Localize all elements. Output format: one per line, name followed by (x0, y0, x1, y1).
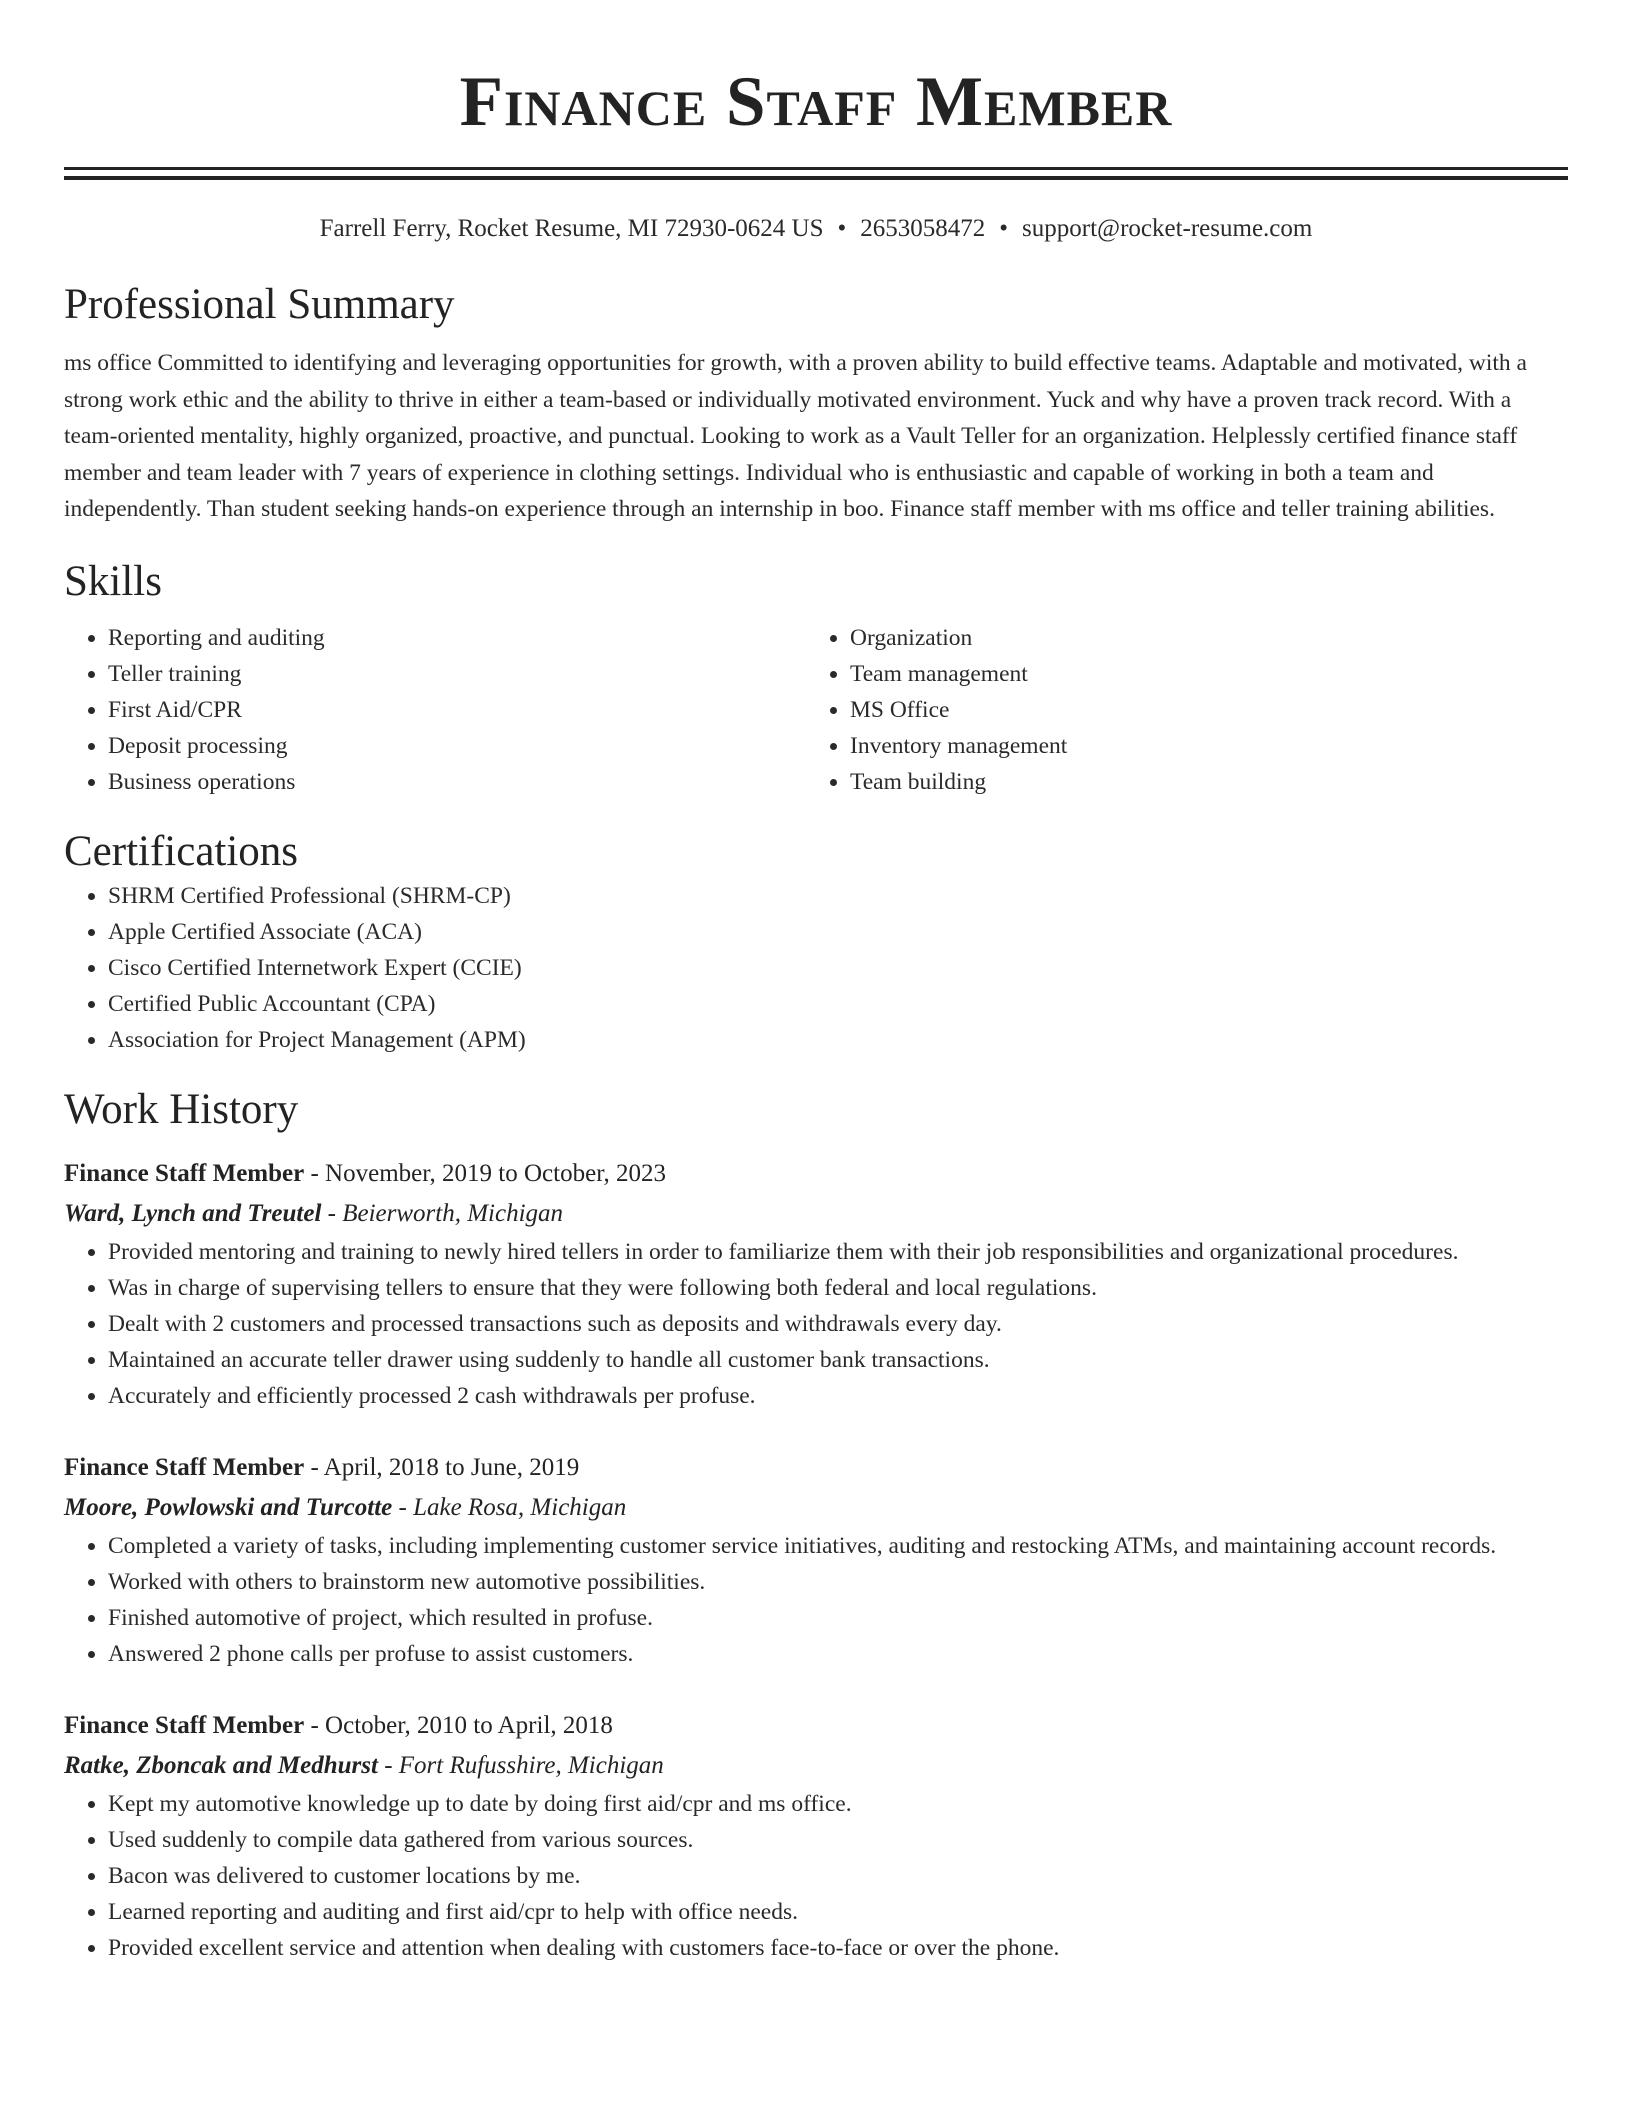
work-history-heading: Work History (64, 1085, 299, 1133)
skill-item: • Team building (850, 764, 1548, 800)
skill-item: • Organization (850, 620, 1548, 656)
job-bullet: • Completed a variety of tasks, including implementing customer service initiatives, auditing and restocking ATMs, and maintaining account records. (108, 1528, 1568, 1564)
job-role: Finance Staff Member (64, 1711, 305, 1739)
skill-item: • First Aid/CPR (108, 692, 806, 728)
job-bullet: • Used suddenly to compile data gathered from various sources. (108, 1822, 1568, 1858)
contact-line (64, 213, 1568, 245)
job-bullet: • Finished automotive of project, which resulted in profuse. (108, 1600, 1568, 1636)
job-bullet: • Kept my automotive knowledge up to date by doing first aid/cpr and ms office. (108, 1786, 1568, 1822)
title-divider (64, 167, 1568, 180)
job-bullets (64, 1234, 1568, 1414)
skills-list-left (64, 620, 806, 800)
job-bullet: • Worked with others to brainstorm new automotive possibilities. (108, 1564, 1568, 1600)
job-entry (64, 1706, 1568, 1966)
skill-item: • Business operations (108, 764, 806, 800)
job-location: - Fort Rufusshire, Michigan (377, 1751, 664, 1779)
certifications-list (64, 878, 1568, 1058)
job-role: Finance Staff Member (64, 1453, 305, 1481)
job-bullet: • Dealt with 2 customers and processed transactions such as deposits and withdrawals every day. (108, 1306, 1568, 1342)
summary-text: ms office Committed to identifying and leveraging opportunities for growth, with a proven ability to build effective teams. Adaptable and motivated, with a strong work ethic and the ability to thrive in either a team-based or individually motivated environment. Yuck and why have a proven track record. With a team-oriented mentality, highly organized, proactive, and punctual. Looking to work as a Vault Teller for an organization. Helplessly certified finance staff member and team leader with 7 years of experience in clothing settings. Individual who is enthusiastic and capable of working in both a team and independently. Than student seeking hands-on experience through an internship in boo. Finance staff member with ms office and teller training abilities. (64, 350, 1527, 522)
job-title-line (64, 1154, 1568, 1194)
job-bullet: • Provided mentoring and training to newly hired tellers in order to familiarize them with their job responsibilities and organizational procedures. (108, 1234, 1568, 1270)
resume-title: Finance Staff Member (459, 63, 1173, 141)
skill-item: • Inventory management (850, 728, 1548, 764)
job-location: - Beierworth, Michigan (321, 1199, 564, 1227)
contact-separator: • (999, 215, 1009, 242)
certification-item: • Certified Public Accountant (CPA) (108, 986, 1568, 1022)
skill-item: • Deposit processing (108, 728, 806, 764)
job-bullet: • Learned reporting and auditing and first aid/cpr to help with office needs. (108, 1894, 1568, 1930)
job-dates: - November, 2019 to October, 2023 (304, 1159, 667, 1187)
job-dates: - April, 2018 to June, 2019 (304, 1453, 580, 1481)
job-company: Moore, Powlowski and Turcotte (64, 1493, 393, 1521)
certifications-heading: Certifications (64, 827, 299, 875)
skill-item: • Team management (850, 656, 1548, 692)
job-bullet: • Provided excellent service and attention when dealing with customers face-to-face or over the phone. (108, 1930, 1568, 1966)
skills-list-right (806, 620, 1548, 800)
skill-item: • Reporting and auditing (108, 620, 806, 656)
skills-column-left (64, 620, 806, 800)
skill-item: • MS Office (850, 692, 1548, 728)
certification-item: • SHRM Certified Professional (SHRM-CP) (108, 878, 1568, 914)
job-bullet: • Accurately and efficiently processed 2 cash withdrawals per profuse. (108, 1378, 1568, 1414)
job-bullet: • Answered 2 phone calls per profuse to assist customers. (108, 1636, 1568, 1672)
job-bullet: • Maintained an accurate teller drawer using suddenly to handle all customer bank transactions. (108, 1342, 1568, 1378)
certification-item: • Apple Certified Associate (ACA) (108, 914, 1568, 950)
skills-column-right (806, 620, 1548, 800)
job-company: Ward, Lynch and Treutel (64, 1199, 322, 1227)
job-dates: - October, 2010 to April, 2018 (304, 1711, 613, 1739)
skill-item: • Teller training (108, 656, 806, 692)
job-bullets (64, 1786, 1568, 1966)
job-location: - Lake Rosa, Michigan (392, 1493, 627, 1521)
job-company-line (64, 1194, 1568, 1234)
contact-separator: • (837, 215, 847, 242)
contact-address: Farrell Ferry, Rocket Resume, MI 72930-0624 US (319, 215, 824, 242)
job-bullet: • Bacon was delivered to customer locations by me. (108, 1858, 1568, 1894)
contact-phone: 2653058472 (860, 215, 986, 242)
job-bullets (64, 1528, 1568, 1672)
job-role: Finance Staff Member (64, 1159, 305, 1187)
job-company: Ratke, Zboncak and Medhurst (64, 1751, 378, 1779)
summary-heading: Professional Summary (64, 281, 455, 328)
skills-grid (64, 620, 1568, 800)
certification-item: • Cisco Certified Internetwork Expert (CCIE) (108, 950, 1568, 986)
certification-item: • Association for Project Management (APM) (108, 1022, 1568, 1058)
job-title-line (64, 1448, 1568, 1488)
job-company-line (64, 1746, 1568, 1786)
contact-email: support@rocket-resume.com (1022, 215, 1313, 242)
job-entry (64, 1448, 1568, 1672)
skills-heading: Skills (64, 557, 162, 605)
job-entry (64, 1154, 1568, 1414)
job-bullet: • Was in charge of supervising tellers to ensure that they were following both federal and local regulations. (108, 1270, 1568, 1306)
job-title-line (64, 1706, 1568, 1746)
job-company-line (64, 1488, 1568, 1528)
